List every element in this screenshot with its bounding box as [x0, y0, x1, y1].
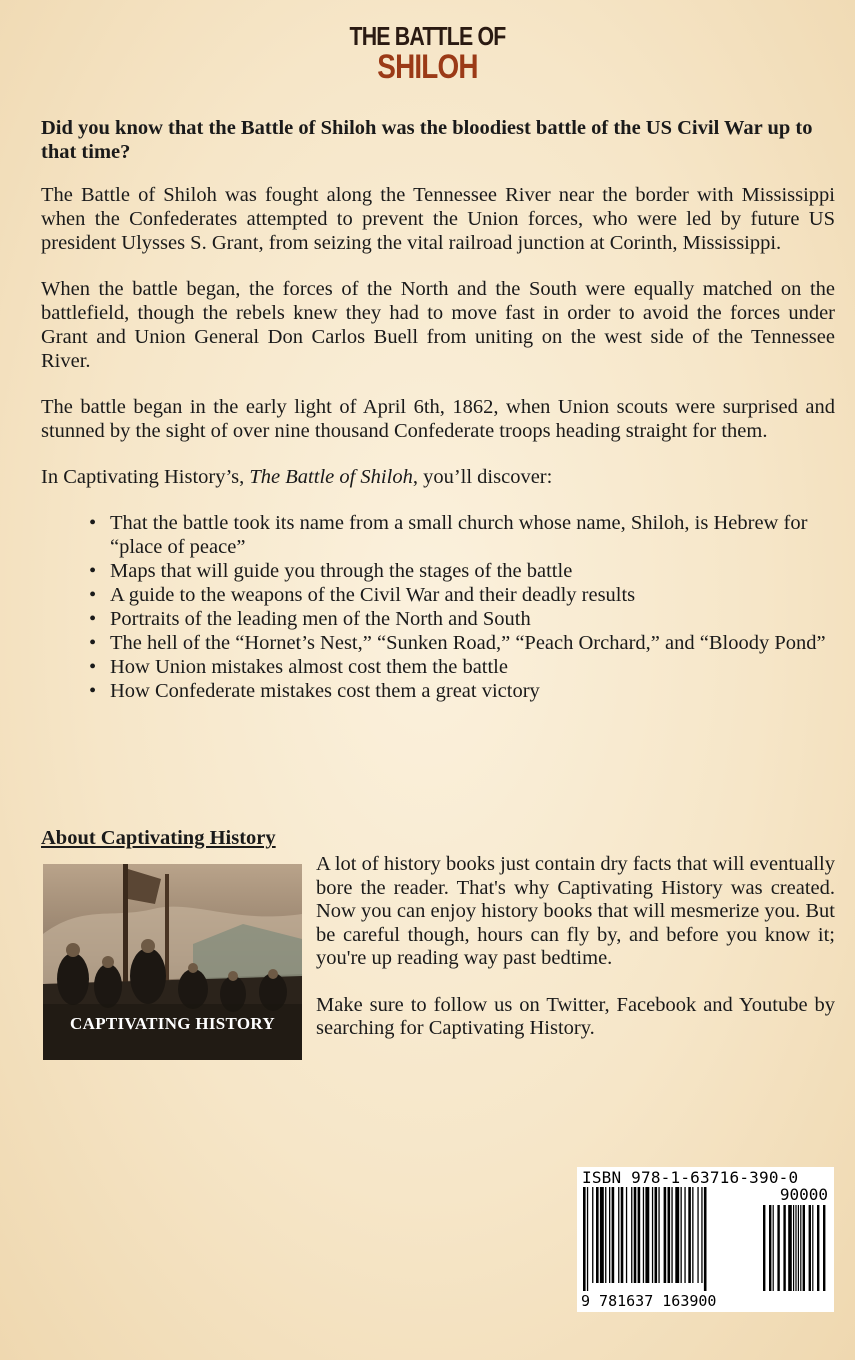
- about-text: [316, 853, 835, 1064]
- addon-code: 90000: [779, 1185, 828, 1204]
- book-title: [0, 22, 855, 84]
- intro-question: Did you know that the Battle of Shiloh was the bloodiest battle of the US Civil War up to that time?: [41, 117, 813, 163]
- about-paragraph-1: A lot of history books just contain dry facts that will eventually bore the reader. That's why Captivating History was created. Now you can enjoy history books that will mesmerize you. But be careful though, hours can fly by, and before you know it; you're up reading way past bedtime.: [316, 853, 835, 969]
- paragraph-3: The battle began in the early light of April 6th, 1862, when Union scouts were surprised and stunned by the sight of over nine thousand Confederate troops heading straight for them.: [41, 396, 835, 442]
- list-item: • How Confederate mistakes cost them a great victory: [110, 679, 835, 703]
- paragraph-1: The Battle of Shiloh was fought along the Tennessee River near the border with Mississippi when the Confederates attempted to prevent the Union forces, who were led by future US president Ulysses S. Grant, from seizing the vital railroad junction at Corinth, Mississippi.: [41, 184, 835, 254]
- list-item: • How Union mistakes almost cost them the battle: [110, 655, 835, 679]
- list-item: • A guide to the weapons of the Civil War and their deadly results: [110, 583, 835, 607]
- about-heading: About Captivating History: [41, 827, 276, 849]
- barcode: [577, 1167, 834, 1312]
- discover-prefix: In Captivating History’s,: [41, 466, 250, 488]
- list-item: • The hell of the “Hornet’s Nest,” “Sunken Road,” “Peach Orchard,” and “Bloody Pond”: [110, 631, 835, 655]
- list-item: • Maps that will guide you through the stages of the battle: [110, 559, 835, 583]
- title-line-2: SHILOH: [377, 48, 478, 86]
- image-label: CAPTIVATING HISTORY: [70, 1014, 275, 1033]
- title-line-1: THE BATTLE OF: [349, 21, 506, 51]
- discover-list: [41, 511, 835, 703]
- about-paragraph-2: Make sure to follow us on Twitter, Facebook and Youtube by searching for Captivating History.: [316, 993, 835, 1039]
- discover-suffix: , you’ll discover:: [412, 466, 553, 488]
- list-item: • Portraits of the leading men of the North and South: [110, 607, 835, 631]
- blurb: [41, 116, 835, 703]
- paragraph-2: When the battle began, the forces of the North and the South were equally matched on the battlefield, though the rebels knew they had to move fast in order to avoid the forces under Grant and Union General Don Carlos Buell from uniting on the west side of the Tennessee River.: [41, 278, 835, 372]
- discover-line: [41, 465, 835, 489]
- barcode-bars: [583, 1187, 828, 1291]
- discover-book-title: The Battle of Shiloh: [249, 466, 413, 488]
- isbn-text: ISBN 978-1-63716-390-0: [582, 1168, 799, 1187]
- publisher-image: [43, 864, 302, 1060]
- barcode-digits: 9 781637 163900: [581, 1292, 717, 1310]
- list-item: • That the battle took its name from a small church whose name, Shiloh, is Hebrew for “place of peace”: [110, 511, 835, 559]
